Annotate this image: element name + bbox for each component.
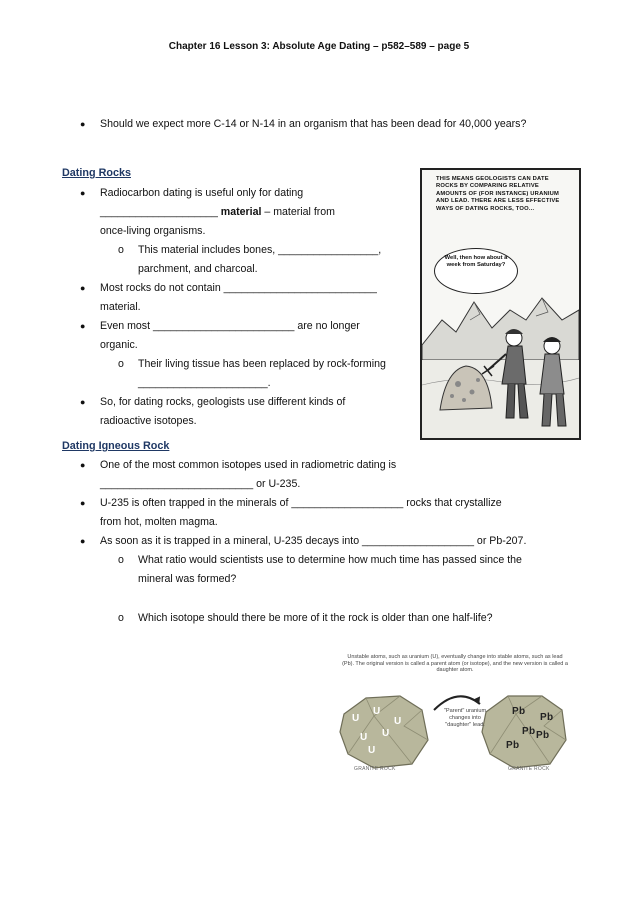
dating-rocks-b4-l1: So, for dating rocks, geologists use different kinds of	[100, 396, 346, 408]
bullet: ●	[80, 119, 86, 129]
sub-bullet: o	[118, 554, 124, 566]
question-c14: Should we expect more C-14 or N-14 in an organism that has been dead for 40,000 years?	[100, 118, 527, 130]
bullet: ●	[80, 188, 86, 198]
dating-rocks-b3-l1: Even most ________________________ are no longer	[100, 320, 360, 332]
diagram-middle-label: "Parent" uranium changes into "daughter" lead.	[443, 708, 487, 728]
igneous-sub1-l1: What ratio would scientists use to determine how much time has passed since the	[138, 554, 522, 566]
dating-rocks-b1-l3: once-living organisms.	[100, 225, 206, 237]
uranium-atom: U	[382, 728, 390, 739]
bullet: ●	[80, 536, 86, 546]
igneous-sub2: Which isotope should there be more of it the rock is older than one half-life?	[138, 612, 493, 624]
comic-caption: THIS MEANS GEOLOGISTS CAN DATE ROCKS BY COMPARING RELATIVE AMOUNTS OF (FOR INSTANCE) URANIUM AND LEAD. THERE ARE LESS EFFECTIVE WAYS OF DATING ROCKS, TOO...	[436, 176, 560, 212]
dating-rocks-b4-l2: radioactive isotopes.	[100, 415, 197, 427]
igneous-sub1-l2: mineral was formed?	[138, 573, 237, 585]
sub-bullet: o	[118, 244, 124, 256]
blank: ____________________	[100, 206, 221, 218]
uranium-atom: U	[368, 745, 376, 756]
uranium-atom: U	[352, 713, 360, 724]
sub-bullet: o	[118, 358, 124, 370]
bold-term: material	[220, 206, 262, 218]
comic-panel	[420, 168, 581, 440]
lead-atom: Pb	[522, 726, 536, 737]
igneous-b2-l1: U-235 is often trapped in the minerals of ___________________ rocks that crystallize	[100, 497, 502, 509]
bullet: ●	[80, 283, 86, 293]
igneous-b1-l1: One of the most common isotopes used in radiometric dating is	[100, 459, 397, 471]
dating-rocks-b2-l1: Most rocks do not contain __________________________	[100, 282, 377, 294]
lead-atom: Pb	[506, 740, 520, 751]
bullet: ●	[80, 460, 86, 470]
dating-rocks-b1-l2	[100, 203, 335, 222]
heading-dating-igneous-rock: Dating Igneous Rock	[62, 440, 170, 452]
igneous-b2-l2: from hot, molten magma.	[100, 516, 218, 528]
dating-rocks-b1-l1: Radiocarbon dating is useful only for dating	[100, 187, 304, 199]
lead-atom: Pb	[540, 712, 554, 723]
bullet: ●	[80, 498, 86, 508]
lead-atom: Pb	[536, 730, 550, 741]
igneous-b1-l2: __________________________ or U-235.	[100, 478, 301, 490]
definition-rest: – material from	[261, 206, 336, 218]
dating-rocks-b2-l2: material.	[100, 301, 141, 313]
diagram-caption: Unstable atoms, such as uranium (U), eventually change into stable atoms, such as lead (Pb). The original version is called a parent atom (or isotope), and the new version is called a daughter atom.	[342, 654, 568, 674]
page-header: Chapter 16 Lesson 3: Absolute Age Dating – p582–589 – page 5	[168, 41, 470, 52]
uranium-atom: U	[373, 706, 381, 717]
dating-rocks-b1-sub-l2: parchment, and charcoal.	[138, 263, 258, 275]
dating-rocks-b3-sub-l1: Their living tissue has been replaced by rock-forming	[138, 358, 386, 370]
igneous-b3-l1: As soon as it is trapped in a mineral, U-235 decays into ___________________ or Pb-207.	[100, 535, 527, 547]
speech-bubble-text: Well, then how about a week from Saturday?	[444, 255, 508, 269]
heading-dating-rocks: Dating Rocks	[62, 167, 131, 179]
uranium-atom: U	[394, 716, 402, 727]
uranium-atom: U	[360, 732, 368, 743]
right-rock-label: GRANITE ROCK	[508, 766, 550, 772]
bullet: ●	[80, 321, 86, 331]
dating-rocks-b3-l2: organic.	[100, 339, 138, 351]
bullet: ●	[80, 397, 86, 407]
sub-bullet: o	[118, 612, 124, 624]
dating-rocks-b3-sub-l2: ______________________.	[138, 377, 271, 389]
lead-atom: Pb	[512, 706, 526, 717]
left-rock-label: GRANITE ROCK	[354, 766, 396, 772]
dating-rocks-b1-sub-l1: This material includes bones, _________________,	[138, 244, 382, 256]
